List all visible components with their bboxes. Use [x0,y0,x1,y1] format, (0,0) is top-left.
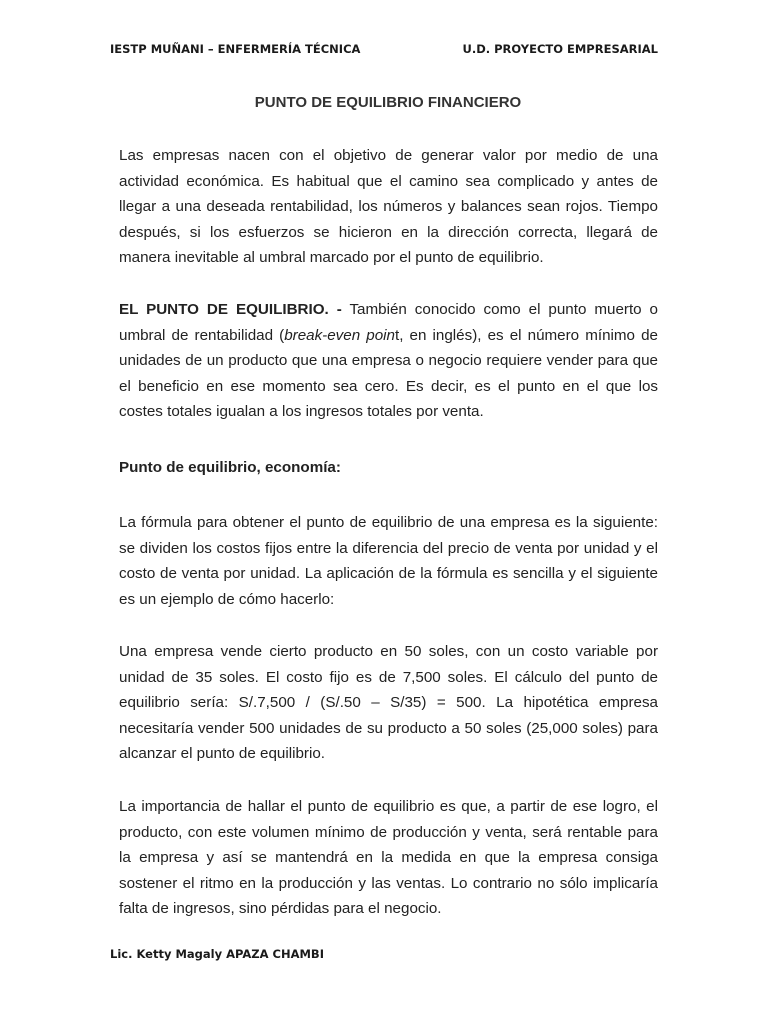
definition-italic-term: break-even poin [284,326,395,344]
header-course: U.D. PROYECTO EMPRESARIAL [462,42,658,56]
paragraph-intro: Las empresas nacen con el objetivo de generar valor por medio de una actividad económica. Es habitual que el camino sea complicado y antes de llegar a una deseada rentabilidad, los números y balances sean rojos. Tiempo después, si los esfuerzos se hicieron en la dirección correcta, llegará de manera inevitable al umbral marcado por el punto de equilibrio. [119,147,658,267]
definition-text-a: También conocido como el punto muerto o umbral de rentabilidad ( [119,301,659,344]
page-header [110,42,658,60]
page-footer-author: Lic. Ketty Magaly APAZA CHAMBI [110,947,324,961]
definition-lead: EL PUNTO DE EQUILIBRIO. - [119,301,342,318]
paragraph-definition [119,297,658,425]
section-heading: Punto de equilibrio, economía: [119,459,341,476]
paragraph-example: Una empresa vende cierto producto en 50 soles, con un costo variable por unidad de 35 soles. El costo fijo es de 7,500 soles. El cálculo del punto de equilibrio sería: S/.7,500 / (S/.50 – S/35) = 500. La hipotética empresa necesitaría vender 500 unidades de su producto a 50 soles (25,000 soles) para alcanzar el punto de equilibrio. [119,643,658,763]
paragraph-importance: La importancia de hallar el punto de equilibrio es que, a partir de ese logro, el producto, con este volumen mínimo de producción y venta, será rentable para la empresa y así se mantendrá en la medida en que la empresa consiga sostener el ritmo en la producción y las ventas. Lo contrario no sólo implicaría falta de ingresos, sino pérdidas para el negocio. [119,798,658,918]
header-institution: IESTP MUÑANI – ENFERMERÍA TÉCNICA [110,42,361,56]
paragraph-formula: La fórmula para obtener el punto de equilibrio de una empresa es la siguiente: se dividen los costos fijos entre la diferencia del precio de venta por unidad y el costo de venta por unidad. La aplicación de la fórmula es sencilla y el siguiente es un ejemplo de cómo hacerlo: [119,514,658,608]
document-title: PUNTO DE EQUILIBRIO FINANCIERO [254,94,522,111]
definition-text-b: t, en inglés), es el número mínimo de unidades de un producto que una empresa o negocio requiere vender para que el beneficio en ese momento sea cero. Es decir, es el punto en el que los costes totales igualan a los ingresos totales por venta. [119,326,658,421]
